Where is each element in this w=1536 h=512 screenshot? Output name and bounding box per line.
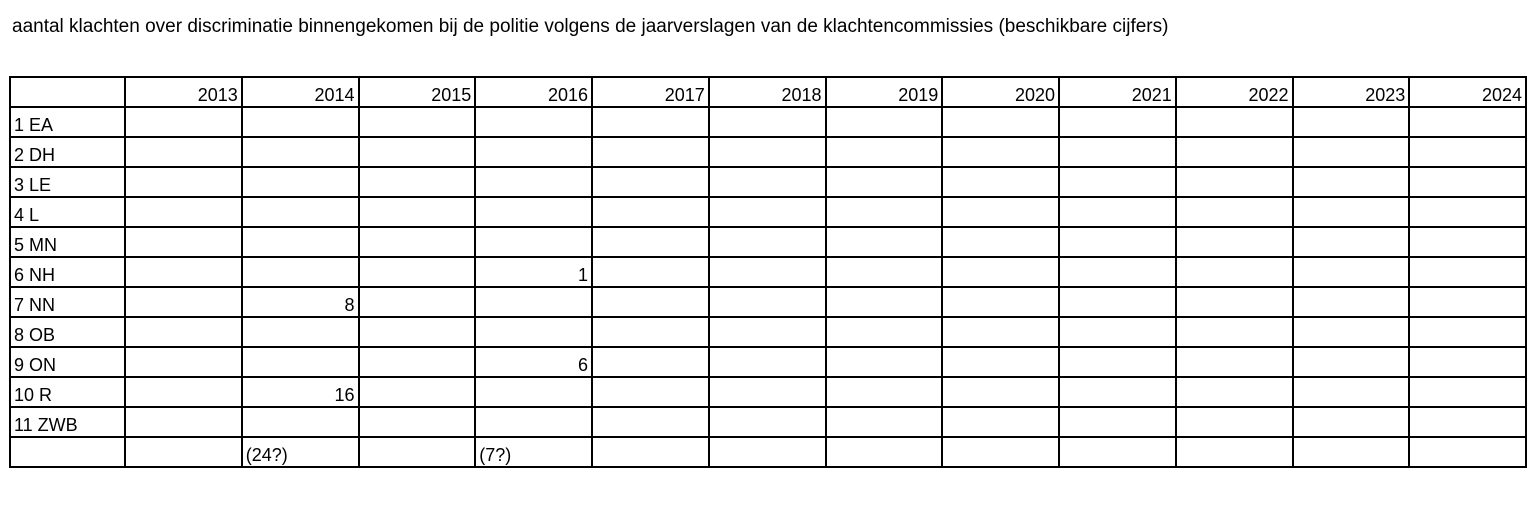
value-cell xyxy=(242,317,359,347)
value-cell xyxy=(1059,227,1176,257)
year-header-cell: 2023 xyxy=(1293,77,1410,107)
region-label-cell: 7 NN xyxy=(10,287,125,317)
value-cell xyxy=(125,137,242,167)
value-cell xyxy=(1293,137,1410,167)
page-title: aantal klachten over discriminatie binnengekomen bij de politie volgens de jaarverslagen van de klachtencommissies (beschikbare cijfers) xyxy=(12,16,1169,37)
value-cell xyxy=(1176,167,1293,197)
value-cell xyxy=(1293,317,1410,347)
value-cell xyxy=(475,377,592,407)
value-cell: 16 xyxy=(242,377,359,407)
year-header-cell: 2024 xyxy=(1409,77,1526,107)
value-cell xyxy=(826,377,943,407)
value-cell xyxy=(942,167,1059,197)
table-row xyxy=(10,287,1526,317)
complaints-table xyxy=(9,76,1527,468)
value-cell xyxy=(826,227,943,257)
total-note-cell xyxy=(1293,437,1410,467)
value-cell xyxy=(242,407,359,437)
value-cell xyxy=(826,197,943,227)
value-cell xyxy=(942,347,1059,377)
year-header-cell: 2015 xyxy=(359,77,476,107)
value-cell xyxy=(1409,107,1526,137)
total-note-cell xyxy=(1409,437,1526,467)
value-cell xyxy=(1293,287,1410,317)
value-cell xyxy=(1409,227,1526,257)
value-cell xyxy=(359,407,476,437)
value-cell xyxy=(592,107,709,137)
value-cell xyxy=(359,377,476,407)
value-cell xyxy=(125,257,242,287)
value-cell: 8 xyxy=(242,287,359,317)
header-row xyxy=(10,77,1526,107)
value-cell xyxy=(1059,257,1176,287)
region-label-cell: 6 NH xyxy=(10,257,125,287)
value-cell xyxy=(709,167,826,197)
value-cell xyxy=(1409,317,1526,347)
value-cell xyxy=(592,137,709,167)
value-cell xyxy=(125,167,242,197)
table-row xyxy=(10,197,1526,227)
region-label-cell: 2 DH xyxy=(10,137,125,167)
value-cell xyxy=(942,407,1059,437)
value-cell xyxy=(826,407,943,437)
value-cell xyxy=(942,377,1059,407)
value-cell xyxy=(242,227,359,257)
total-note-cell xyxy=(1059,437,1176,467)
year-header-cell: 2017 xyxy=(592,77,709,107)
value-cell xyxy=(1059,107,1176,137)
value-cell xyxy=(592,287,709,317)
value-cell xyxy=(826,257,943,287)
value-cell xyxy=(125,227,242,257)
value-cell xyxy=(592,227,709,257)
value-cell xyxy=(359,227,476,257)
value-cell xyxy=(475,407,592,437)
value-cell xyxy=(592,347,709,377)
region-label-cell: 4 L xyxy=(10,197,125,227)
value-cell xyxy=(475,167,592,197)
value-cell xyxy=(709,227,826,257)
value-cell xyxy=(942,227,1059,257)
value-cell xyxy=(359,197,476,227)
year-header-cell: 2016 xyxy=(475,77,592,107)
table-row xyxy=(10,227,1526,257)
value-cell xyxy=(1293,107,1410,137)
value-cell xyxy=(826,287,943,317)
total-note-cell: (24?) xyxy=(242,437,359,467)
year-header-cell: 2019 xyxy=(826,77,943,107)
value-cell xyxy=(1409,197,1526,227)
value-cell xyxy=(826,137,943,167)
year-header-cell: 2013 xyxy=(125,77,242,107)
value-cell xyxy=(942,317,1059,347)
region-label-cell: 9 ON xyxy=(10,347,125,377)
total-note-cell xyxy=(709,437,826,467)
value-cell xyxy=(125,407,242,437)
value-cell xyxy=(826,347,943,377)
value-cell xyxy=(942,137,1059,167)
table-row xyxy=(10,137,1526,167)
value-cell xyxy=(359,257,476,287)
region-label-cell: 10 R xyxy=(10,377,125,407)
value-cell xyxy=(242,197,359,227)
table-row xyxy=(10,377,1526,407)
value-cell xyxy=(1176,407,1293,437)
value-cell xyxy=(709,287,826,317)
region-label-cell: 3 LE xyxy=(10,167,125,197)
value-cell xyxy=(1176,107,1293,137)
value-cell xyxy=(1176,137,1293,167)
value-cell xyxy=(125,377,242,407)
value-cell xyxy=(475,287,592,317)
value-cell xyxy=(942,107,1059,137)
value-cell xyxy=(1293,377,1410,407)
total-note-cell: (7?) xyxy=(475,437,592,467)
value-cell xyxy=(1059,347,1176,377)
value-cell xyxy=(1059,137,1176,167)
value-cell xyxy=(1176,197,1293,227)
value-cell xyxy=(1176,377,1293,407)
value-cell xyxy=(125,347,242,377)
total-note-cell xyxy=(1176,437,1293,467)
value-cell xyxy=(1059,407,1176,437)
value-cell xyxy=(1059,197,1176,227)
value-cell xyxy=(592,407,709,437)
total-note-cell xyxy=(125,437,242,467)
value-cell xyxy=(592,377,709,407)
value-cell xyxy=(709,347,826,377)
value-cell xyxy=(1176,317,1293,347)
value-cell xyxy=(475,317,592,347)
value-cell xyxy=(242,257,359,287)
value-cell: 1 xyxy=(475,257,592,287)
value-cell xyxy=(1409,287,1526,317)
region-label-cell: 5 MN xyxy=(10,227,125,257)
table-row xyxy=(10,167,1526,197)
value-cell xyxy=(1293,407,1410,437)
table-row xyxy=(10,347,1526,377)
value-cell xyxy=(709,107,826,137)
value-cell xyxy=(1059,377,1176,407)
value-cell xyxy=(942,257,1059,287)
value-cell xyxy=(1293,167,1410,197)
value-cell xyxy=(592,167,709,197)
value-cell xyxy=(242,107,359,137)
value-cell xyxy=(1176,287,1293,317)
value-cell xyxy=(359,167,476,197)
value-cell xyxy=(475,107,592,137)
value-cell: 6 xyxy=(475,347,592,377)
value-cell xyxy=(1293,227,1410,257)
value-cell xyxy=(942,197,1059,227)
value-cell xyxy=(1409,137,1526,167)
value-cell xyxy=(942,287,1059,317)
value-cell xyxy=(826,167,943,197)
region-label-cell: 8 OB xyxy=(10,317,125,347)
value-cell xyxy=(1409,377,1526,407)
value-cell xyxy=(475,227,592,257)
year-header-cell: 2021 xyxy=(1059,77,1176,107)
table-row xyxy=(10,407,1526,437)
value-cell xyxy=(242,167,359,197)
value-cell xyxy=(1409,167,1526,197)
value-cell xyxy=(826,107,943,137)
value-cell xyxy=(1176,227,1293,257)
totals-row xyxy=(10,437,1526,467)
value-cell xyxy=(592,317,709,347)
value-cell xyxy=(592,257,709,287)
value-cell xyxy=(1409,257,1526,287)
value-cell xyxy=(1293,347,1410,377)
value-cell xyxy=(1409,407,1526,437)
region-label-cell: 1 EA xyxy=(10,107,125,137)
value-cell xyxy=(359,347,476,377)
value-cell xyxy=(359,137,476,167)
value-cell xyxy=(359,287,476,317)
year-header-cell: 2020 xyxy=(942,77,1059,107)
total-note-cell xyxy=(592,437,709,467)
year-header-cell: 2022 xyxy=(1176,77,1293,107)
value-cell xyxy=(709,197,826,227)
header-corner-cell xyxy=(10,77,125,107)
value-cell xyxy=(1059,167,1176,197)
value-cell xyxy=(709,377,826,407)
total-note-cell xyxy=(826,437,943,467)
value-cell xyxy=(475,197,592,227)
year-header-cell: 2014 xyxy=(242,77,359,107)
total-note-cell xyxy=(359,437,476,467)
value-cell xyxy=(709,257,826,287)
value-cell xyxy=(125,197,242,227)
value-cell xyxy=(709,137,826,167)
value-cell xyxy=(1409,347,1526,377)
value-cell xyxy=(592,197,709,227)
value-cell xyxy=(1293,257,1410,287)
value-cell xyxy=(1176,347,1293,377)
value-cell xyxy=(242,347,359,377)
value-cell xyxy=(1176,257,1293,287)
value-cell xyxy=(709,317,826,347)
table-row xyxy=(10,317,1526,347)
value-cell xyxy=(1059,287,1176,317)
value-cell xyxy=(242,137,359,167)
value-cell xyxy=(359,107,476,137)
value-cell xyxy=(826,317,943,347)
value-cell xyxy=(125,317,242,347)
total-note-cell xyxy=(942,437,1059,467)
value-cell xyxy=(1059,317,1176,347)
value-cell xyxy=(475,137,592,167)
value-cell xyxy=(125,107,242,137)
value-cell xyxy=(709,407,826,437)
region-label-cell: 11 ZWB xyxy=(10,407,125,437)
year-header-cell: 2018 xyxy=(709,77,826,107)
table-row xyxy=(10,257,1526,287)
totals-label-cell xyxy=(10,437,125,467)
value-cell xyxy=(359,317,476,347)
value-cell xyxy=(125,287,242,317)
table-row xyxy=(10,107,1526,137)
value-cell xyxy=(1293,197,1410,227)
